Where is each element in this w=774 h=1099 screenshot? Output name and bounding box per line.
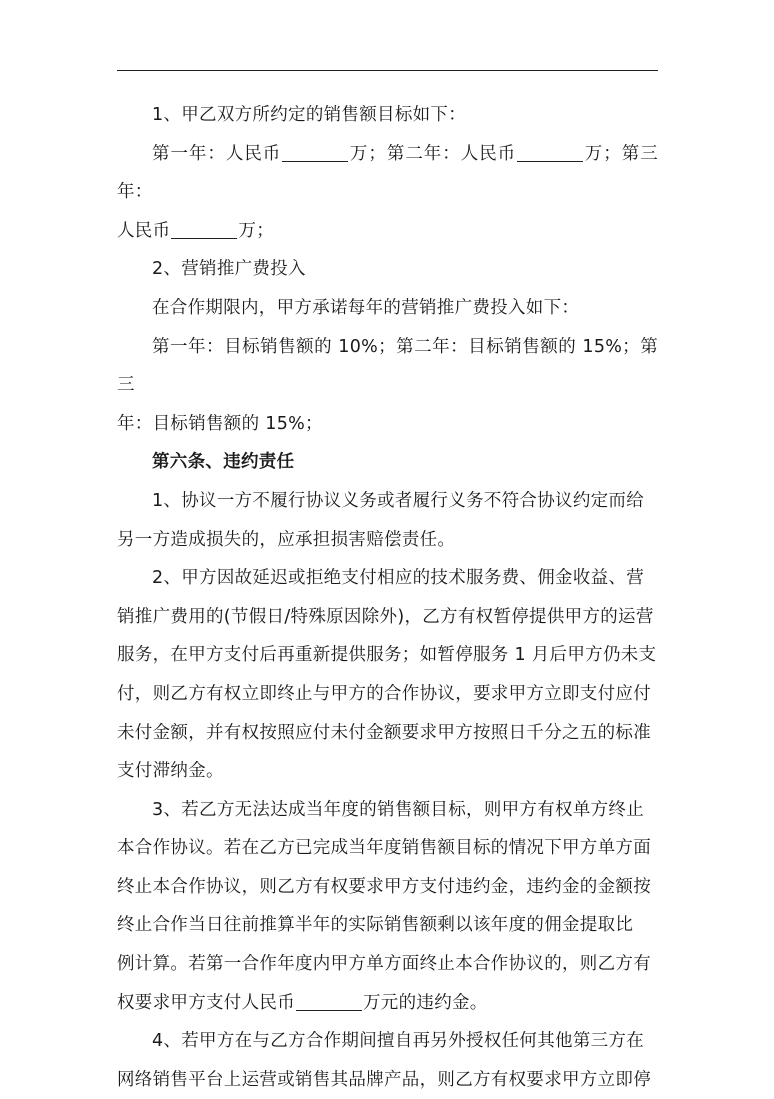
paragraph-breach-4-line-1: 4、若甲方在与乙方合作期间擅自再另外授权任何其他第三方在	[152, 1031, 645, 1052]
paragraph-breach-1: 1、协议一方不履行协议义务或者履行义务不符合协议约定而给	[152, 490, 645, 511]
document-body	[117, 96, 658, 1099]
paragraph-breach-3-line-5: 例计算。若第一合作年度内甲方单方面终止本合作协议的，则乙方有	[117, 954, 651, 975]
paragraph-breach-3-line-4: 终止合作当日往前推算半年的实际销售额剩以该年度的佣金提取比	[117, 915, 634, 936]
paragraph-breach-2-line-4: 付，则乙方有权立即终止与甲方的合作协议，要求甲方立即支付应付	[117, 683, 651, 704]
blank-year3-amount[interactable]	[171, 220, 237, 239]
blank-year1-amount[interactable]	[282, 143, 348, 162]
paragraph-breach-2-line-1: 2、甲方因故延迟或拒绝支付相应的技术服务费、佣金收益、营	[152, 568, 645, 589]
paragraph-sales-target-intro: 1、甲乙双方所约定的销售额目标如下：	[152, 105, 467, 125]
paragraph-sales-target-years	[117, 135, 658, 212]
paragraph-breach-3-line-1: 3、若乙方无法达成当年度的销售额目标，则甲方有权单方终止	[152, 799, 645, 820]
paragraph-sales-target-years-cont	[117, 212, 658, 251]
paragraph-breach-2-line-3: 服务，在甲方支付后再重新提供服务；如暂停服务 1 月后甲方仍未支	[117, 645, 657, 666]
paragraph-marketing-heading: 2、营销推广费投入	[152, 259, 306, 280]
paragraph-breach-3-line-2: 本合作协议。若在乙方已完成当年度销售额目标的情况下甲方单方面	[117, 838, 651, 859]
text-year3: 万；第三年：	[117, 143, 658, 203]
paragraph-marketing-rates-cont: 年：目标销售额的 15%；	[117, 413, 323, 434]
paragraph-breach-2-line-2: 销推广费用的(节假日/特殊原因除外)，乙方有权暂停提供甲方的运营	[117, 606, 654, 627]
paragraph-breach-3-line-3: 终止本合作协议，则乙方有权要求甲方支付违约金，违约金的金额按	[117, 876, 651, 897]
paragraph-breach-2-line-5: 未付金额，并有权按照应付未付金额要求甲方按照日千分之五的标准	[117, 722, 651, 743]
text-penalty-suffix: 万元的违约金。	[363, 992, 488, 1013]
text-year2: 万；第二年：人民币	[349, 143, 517, 164]
text-year3-unit: 万；	[238, 220, 275, 241]
paragraph-breach-4-line-2: 网络销售平台上运营或销售其品牌产品，则乙方有权要求甲方立即停	[117, 1069, 651, 1090]
paragraph-marketing-intro: 在合作期限内，甲方承诺每年的营销推广费投入如下：	[152, 297, 580, 318]
text-year3-rmb: 人民币	[117, 220, 171, 241]
paragraph-breach-3-line-6	[117, 984, 658, 1023]
text-penalty-prefix: 权要求甲方支付人民币	[117, 992, 295, 1013]
text-year1: 第一年：人民币	[152, 143, 282, 164]
paragraph-marketing-rates: 第一年：目标销售额的 10%；第二年：目标销售额的 15%；第三	[117, 336, 658, 396]
header-rule	[117, 70, 658, 71]
blank-penalty-amount[interactable]	[296, 992, 362, 1011]
section-heading-breach: 第六条、违约责任	[152, 452, 295, 473]
paragraph-breach-1-cont: 另一方造成损失的，应承担损害赔偿责任。	[117, 529, 456, 550]
paragraph-breach-2-line-6: 支付滞纳金。	[117, 761, 224, 782]
blank-year2-amount[interactable]	[517, 143, 583, 162]
